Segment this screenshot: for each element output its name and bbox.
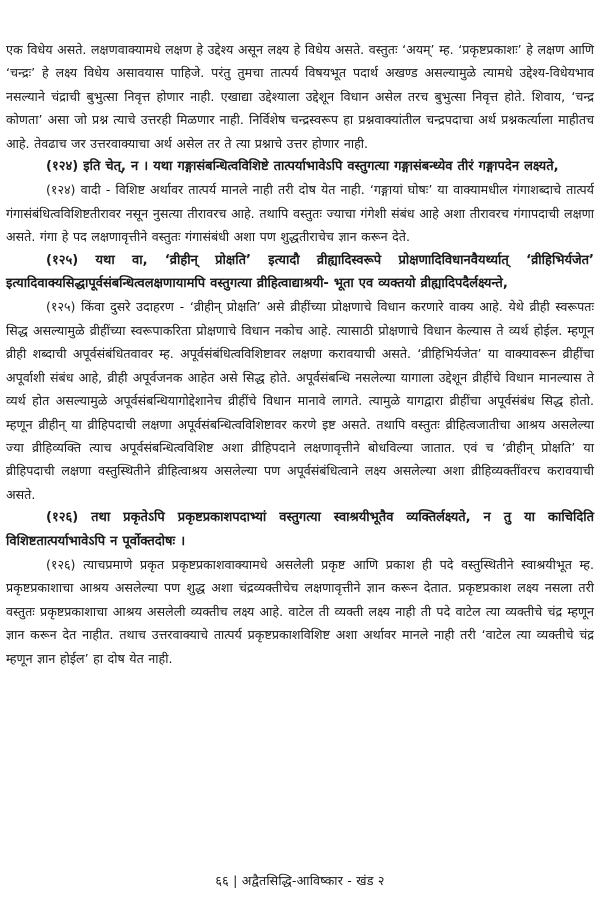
- commentary-paragraph-125: (१२५) किंवा दुसरे उदाहरण - ‘व्रीहीन् प्रोक्षति’ असे व्रीहींच्या प्रोक्षणाचे विधान करणारे वाक्य आहे. येथे व्रीही स्वरूपतः सिद्ध असल्यामुळे व्रीहींच्या स्वरूपाकरिता प्रोक्षणाचे विधान नकोच आहे. त्यासाठी प्रोक्षणाचे विधान केल्यास ते व्यर्थ होईल. म्हणून व्रीही शब्दाची अपूर्वसंबंधितवावर म्ह. अपूर्वसंबंधित्वविशिष्टावर लक्षणा करावयाची असते. ‘व्रीहिभिर्यजेत’ या वाक्यावरून व्रीहींचा अपूर्वाशी संबंध आहे, व्रीही अपूर्वजनक आहेत असे सिद्ध होते. अपूर्वसंबन्धि नसलेल्या यागाला उद्देशून व्रीहींचे विधान मानल्यास ते व्यर्थ होत असल्यामुळे अपूर्वसंबन्धियागोद्देशानेच व्रीहींचे विधान मानावे लागते. त्यामुळे यागद्वारा व्रीहींचा अपूर्वसंबंध सिद्ध होतो. म्हणून व्रीहीन् या व्रीहिपदाची लक्षणा अपूर्वसंबन्धित्वविशिष्टावर करणे इष्ट असते. तथापि वस्तुतः व्रीहित्वजातीचा आश्रय असलेल्या ज्या व्रीहिव्यक्ति त्याच अपूर्वसंबन्धित्वविशिष्ट अशा व्रीहिपदाने लक्षणावृत्तीने बोधविल्या जातात. एवं च ‘व्रीहीन् प्रोक्षति’ या व्रीहिपदाची लक्षणा वस्तुस्थितीने व्रीहित्वाश्रय असलेल्या पण अपूर्वसंबंधित्वाने लक्ष्य असलेल्या अशा व्रीहिव्यक्तींवरच करावयाची असते.: [6, 299, 594, 502]
- page-body: [6, 0, 594, 670]
- sutra-124: (१२४) इति चेत्, न । यथा गङ्गासंबन्धित्वविशिष्टे तात्पर्याभावेऽपि वस्तुगत्या गङ्गासंबन्ध्येव तीरं गङ्गापदेन लक्ष्यते,: [46, 159, 559, 175]
- commentary-paragraph-126: (१२६) त्याचप्रमाणे प्रकृत प्रकृष्टप्रकाशवाक्यामधे असलेली प्रकृष्ट आणि प्रकाश ही पदे वस्तुस्थितीने स्वाश्रयीभूत म्ह. प्रकृष्टप्रकाशाचा आश्रय असलेल्या पण शुद्ध अशा चंद्रव्यक्तीचेच लक्षणावृत्तीने ज्ञान करून देतात. प्रकृष्टप्रकाश लक्ष्य नसला तरी वस्तुतः प्रकृष्टप्रकाशाचा आश्रय असलेली व्यक्तीच लक्ष्य आहे. वाटेल ती व्यक्ती लक्ष्य नाही ती पदे वाटेल त्या व्यक्तीचे चंद्र म्हणून ज्ञान करून देत नाहीत. तथाच उत्तरवाक्याचे तात्पर्य प्रकृष्टप्रकाशविशिष्ट अशा अर्थावर मानले नाही तरी ‘वाटेल त्या व्यक्तीचे चंद्र म्हणून ज्ञान होईल’ हा दोष येत नाही.: [6, 556, 594, 666]
- sutra-125: (१२५) यथा वा, ‘व्रीहीन् प्रोक्षति’ इत्यादौ व्रीह्यादिस्वरूपे प्रोक्षणादिविधानवैयर्थ्यात् ‘व्रीहिभिर्यजेत’ इत्यादिवाक्यसिद्धापूर्वसंबन्धित्वलक्षणायामपि वस्तुगत्या व्रीहित्वाद्याश्रयी- भूता एव व्यक्तयो व्रीह्यादिपदैर्लक्ष्यन्ते,: [6, 252, 594, 292]
- commentary-paragraph-123-continued: एक विधेय असते. लक्षणवाक्यामधे लक्षण हे उद्देश्य असून लक्ष्य हे विधेय असते. वस्तुतः ‘अयम्’ म्ह. ‘प्रकृष्टप्रकाशः’ हे लक्षण आणि ‘चन्द्रः’ हे लक्ष्य विधेय असावयास पाहिजे. परंतु तुमचा तात्पर्य विषयभूत पदार्थ अखण्ड असल्यामुळे त्यामधे उद्देश्य-विधेयभाव नसल्याने चंद्राची बुभुत्सा निवृत्त होणार नाही. एखाद्या उद्देश्याला उद्देशून विधान असेल तरच बुभुत्सा निवृत्त होते. शिवाय, ‘चन्द्र कोणता’ असा जो प्रश्न त्याचे उत्तरही मिळणार नाही. निर्विशेष चन्द्रस्वरूप हा प्रश्नवाक्यांतील चन्द्रपदाचा अर्थ प्रश्नकर्त्याला माहीतच आहे. तेवढाच जर उत्तरवाक्याचा अर्थ असेल तर ते त्या प्रश्नाचे उत्तर होणार नाही.: [6, 42, 594, 151]
- sutra-126: (१२६) तथा प्रकृतेऽपि प्रकृष्टप्रकाशपदाभ्यां वस्तुगत्या स्वाश्रयीभूतैव व्यक्तिर्लक्ष्यते, न तु या काचिदिति विशिष्टतात्पर्याभावेऽपि न पूर्वोक्तदोषः ।: [6, 510, 594, 549]
- commentary-paragraph-124: (१२४) वादी - विशिष्ट अर्थावर तात्पर्य मानले नाही तरी दोष येत नाही. ‘गङ्गायां घोषः’ या वाक्यामधील गंगाशब्दाचे तात्पर्य गंगासंबंधित्वविशिष्टतीरावर नसून नुसत्या तीरावरच आहे. तथापि वस्तुतः ज्याचा गंगेशी संबंध आहे अशा तीरावरच गंगापदाची लक्षणा असते. गंगा हे पद लक्षणावृत्तीने वस्तुतः गंगासंबंधी अशा पण शुद्धतीराचेच ज्ञान करून देते.: [6, 182, 594, 245]
- page-footer: ६६ | अद्वैतसिद्धि-आविष्कार - खंड २: [215, 873, 385, 888]
